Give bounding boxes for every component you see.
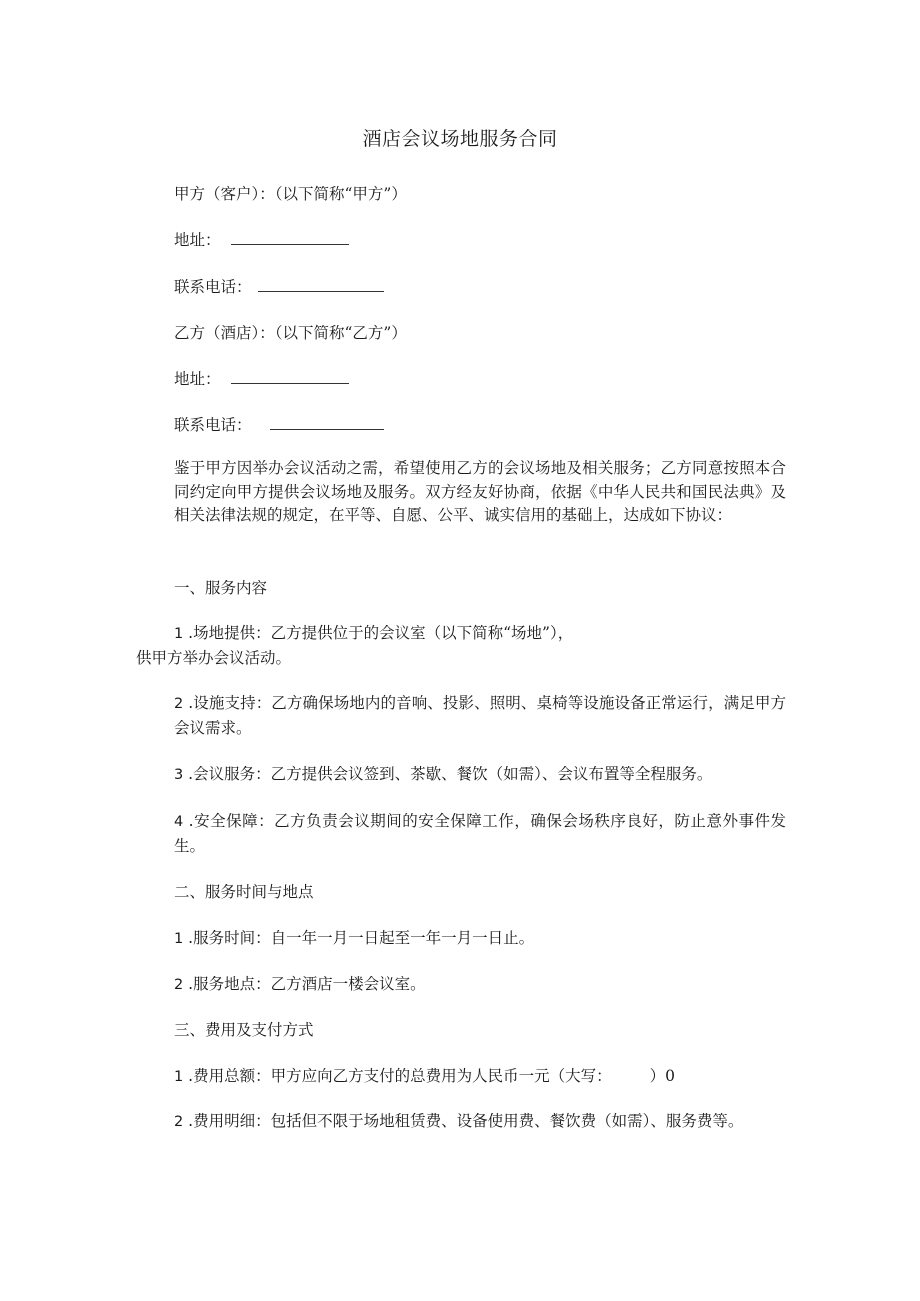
preamble-text: 鉴于甲方因举办会议活动之需，希望使用乙方的会议场地及相关服务；乙方同意按照本合同约定向甲方提供会议场地及服务。双方经友好协商，依据《中华人民共和国民法典》及相关法律法规的规定，在平等、自愿、公平、诚实信用的基础上，达成如下协议： xyxy=(174,459,786,524)
party-a-line: 甲方（客户）：（以下简称“甲方”） xyxy=(174,185,407,203)
party-b-address-label: 地址： xyxy=(174,370,221,388)
party-b-line: 乙方（酒店）：（以下简称“乙方”） xyxy=(174,324,407,342)
party-a-phone-label: 联系电话： xyxy=(174,278,252,296)
s1-item-1-number: 1 xyxy=(174,626,184,642)
s2-item-1-text: .服务时间：自一年一月一日起至一年一月一日止。 xyxy=(188,929,535,947)
s2-item-2-text: .服务地点：乙方酒店一楼会议室。 xyxy=(188,975,426,993)
s2-item-1-number: 1 xyxy=(174,931,184,947)
s3-item-1-text: .费用总额：甲方应向乙方支付的总费用为人民币一元（大写： xyxy=(188,1067,612,1085)
s2-item-2-number: 2 xyxy=(174,977,184,993)
s1-item-1 xyxy=(136,622,786,670)
party-b-address-blank[interactable] xyxy=(231,369,349,384)
s1-item-4-number: 4 xyxy=(174,814,184,830)
s1-item-2-number: 2 xyxy=(174,696,184,712)
s1-item-1-text: .场地提供：乙方提供位于的会议室（以下简称“场地”）， xyxy=(188,624,574,642)
preamble-paragraph xyxy=(136,457,786,528)
s3-item-2-text: .费用明细：包括但不限于场地租赁费、设备使用费、餐饮费（如需）、服务费等。 xyxy=(188,1112,744,1130)
document-title: 酒店会议场地服务合同 xyxy=(362,128,558,150)
s1-item-3-text: .会议服务：乙方提供会议签到、茶歇、餐饮（如需）、会议布置等全程服务。 xyxy=(188,765,713,783)
s1-item-3 xyxy=(136,763,786,788)
s2-item-2 xyxy=(136,973,786,998)
s3-item-1 xyxy=(136,1065,786,1090)
party-b-phone-line xyxy=(174,414,384,436)
s1-item-1-continuation: 供甲方举办会议活动。 xyxy=(136,648,292,667)
s1-item-4-text: .安全保障：乙方负责会议期间的安全保障工作，确保会场秩序良好，防止意外事件发生。 xyxy=(174,812,786,855)
section-1-heading: 一、服务内容 xyxy=(174,579,268,597)
party-a-address-line xyxy=(174,229,349,251)
party-a-phone-blank[interactable] xyxy=(258,277,384,292)
party-b-phone-label: 联系电话： xyxy=(174,416,252,434)
s1-item-3-number: 3 xyxy=(174,767,184,783)
party-a-phone-line xyxy=(174,276,384,298)
s1-item-2 xyxy=(136,692,786,740)
s1-item-4 xyxy=(136,810,786,858)
s1-item-2-text: .设施支持：乙方确保场地内的音响、投影、照明、桌椅等设施设备正常运行，满足甲方会议需求。 xyxy=(174,694,786,737)
party-a-address-blank[interactable] xyxy=(231,230,349,245)
s3-item-1-number: 1 xyxy=(174,1069,184,1085)
party-b-phone-blank[interactable] xyxy=(270,415,384,430)
section-3-heading: 三、费用及支付方式 xyxy=(174,1021,314,1039)
section-2-heading: 二、服务时间与地点 xyxy=(174,883,314,901)
party-a-address-label: 地址： xyxy=(174,231,221,249)
s2-item-1 xyxy=(136,927,786,952)
s3-item-2-number: 2 xyxy=(174,1114,184,1130)
s3-item-1-tail: ）0 xyxy=(649,1067,675,1085)
party-b-address-line xyxy=(174,368,349,390)
s3-item-2 xyxy=(136,1110,786,1135)
